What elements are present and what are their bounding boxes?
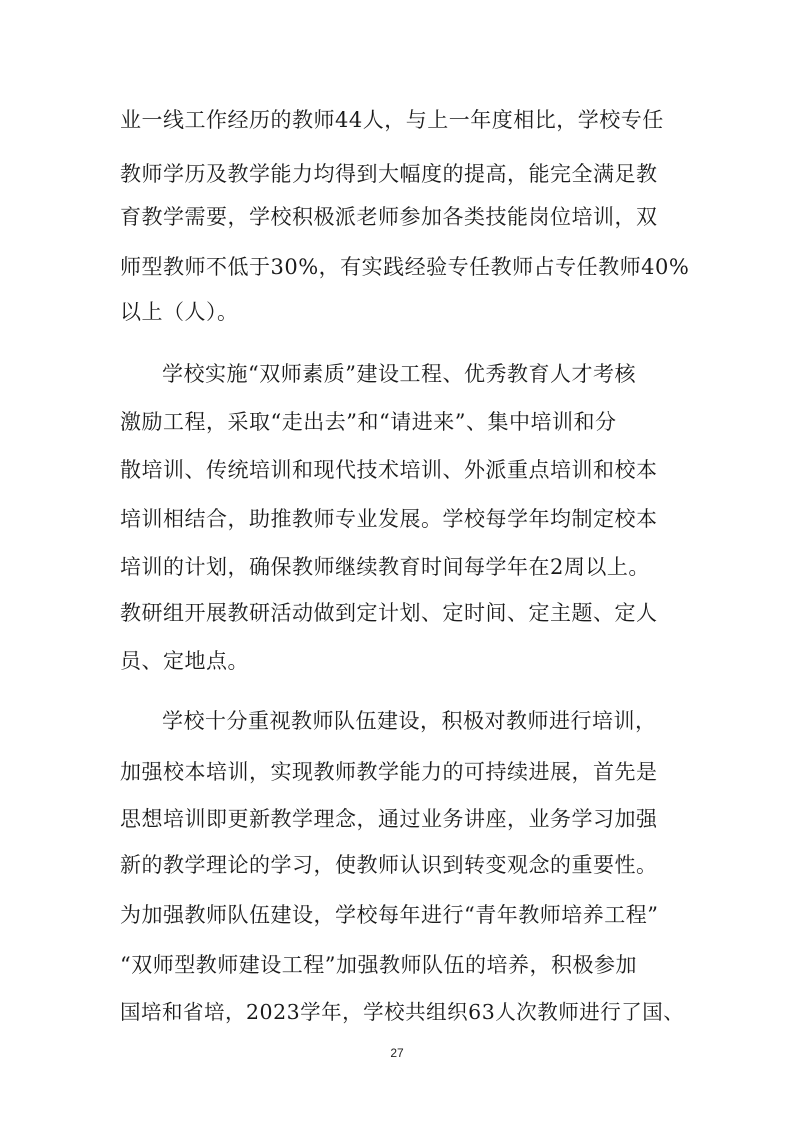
- text-line: 教师学历及教学能力均得到大幅度的提高，能完全满足教: [120, 162, 658, 186]
- text-line: 员、定地点。: [120, 649, 249, 673]
- text-line: 育教学需要，学校积极派老师参加各类技能岗位培训，双: [120, 205, 658, 229]
- text-line: 思想培训即更新教学理念，通过业务讲座，业务学习加强: [120, 807, 658, 831]
- text-line: 激励工程，采取“走出去”和“请进来”、集中培训和分: [120, 410, 617, 434]
- text-line: 新的教学理论的学习，使教师认识到转变观念的重要性。: [120, 853, 658, 877]
- text-line: 教研组开展教研活动做到定计划、定时间、定主题、定人: [120, 601, 658, 625]
- text-line: 为加强教师队伍建设，学校每年进行“青年教师培养工程”: [120, 903, 659, 927]
- text-line: 业一线工作经历的教师44人，与上一年度相比，学校专任: [120, 108, 664, 132]
- page-number: 27: [390, 1046, 404, 1060]
- text-line: 学校十分重视教师队伍建设，积极对教师进行培训，: [162, 709, 657, 733]
- text-line: 以上（人）。: [120, 300, 239, 324]
- text-line: 培训相结合，助推教师专业发展。学校每学年均制定校本: [120, 507, 658, 531]
- text-line: 师型教师不低于30%，有实践经验专任教师占专任教师40%: [120, 255, 690, 279]
- text-line: “双师型教师建设工程”加强教师队伍的培养，积极参加: [120, 953, 637, 977]
- text-line: 加强校本培训，实现教师教学能力的可持续进展，首先是: [120, 760, 658, 784]
- text-line: 学校实施“双师素质”建设工程、优秀教育人才考核: [162, 362, 636, 386]
- text-line: 国培和省培，2023学年，学校共组织63人次教师进行了国、: [120, 1000, 685, 1024]
- text-line: 培训的计划，确保教师继续教育时间每学年在2周以上。: [120, 555, 650, 579]
- text-line: 散培训、传统培训和现代技术培训、外派重点培训和校本: [120, 458, 658, 482]
